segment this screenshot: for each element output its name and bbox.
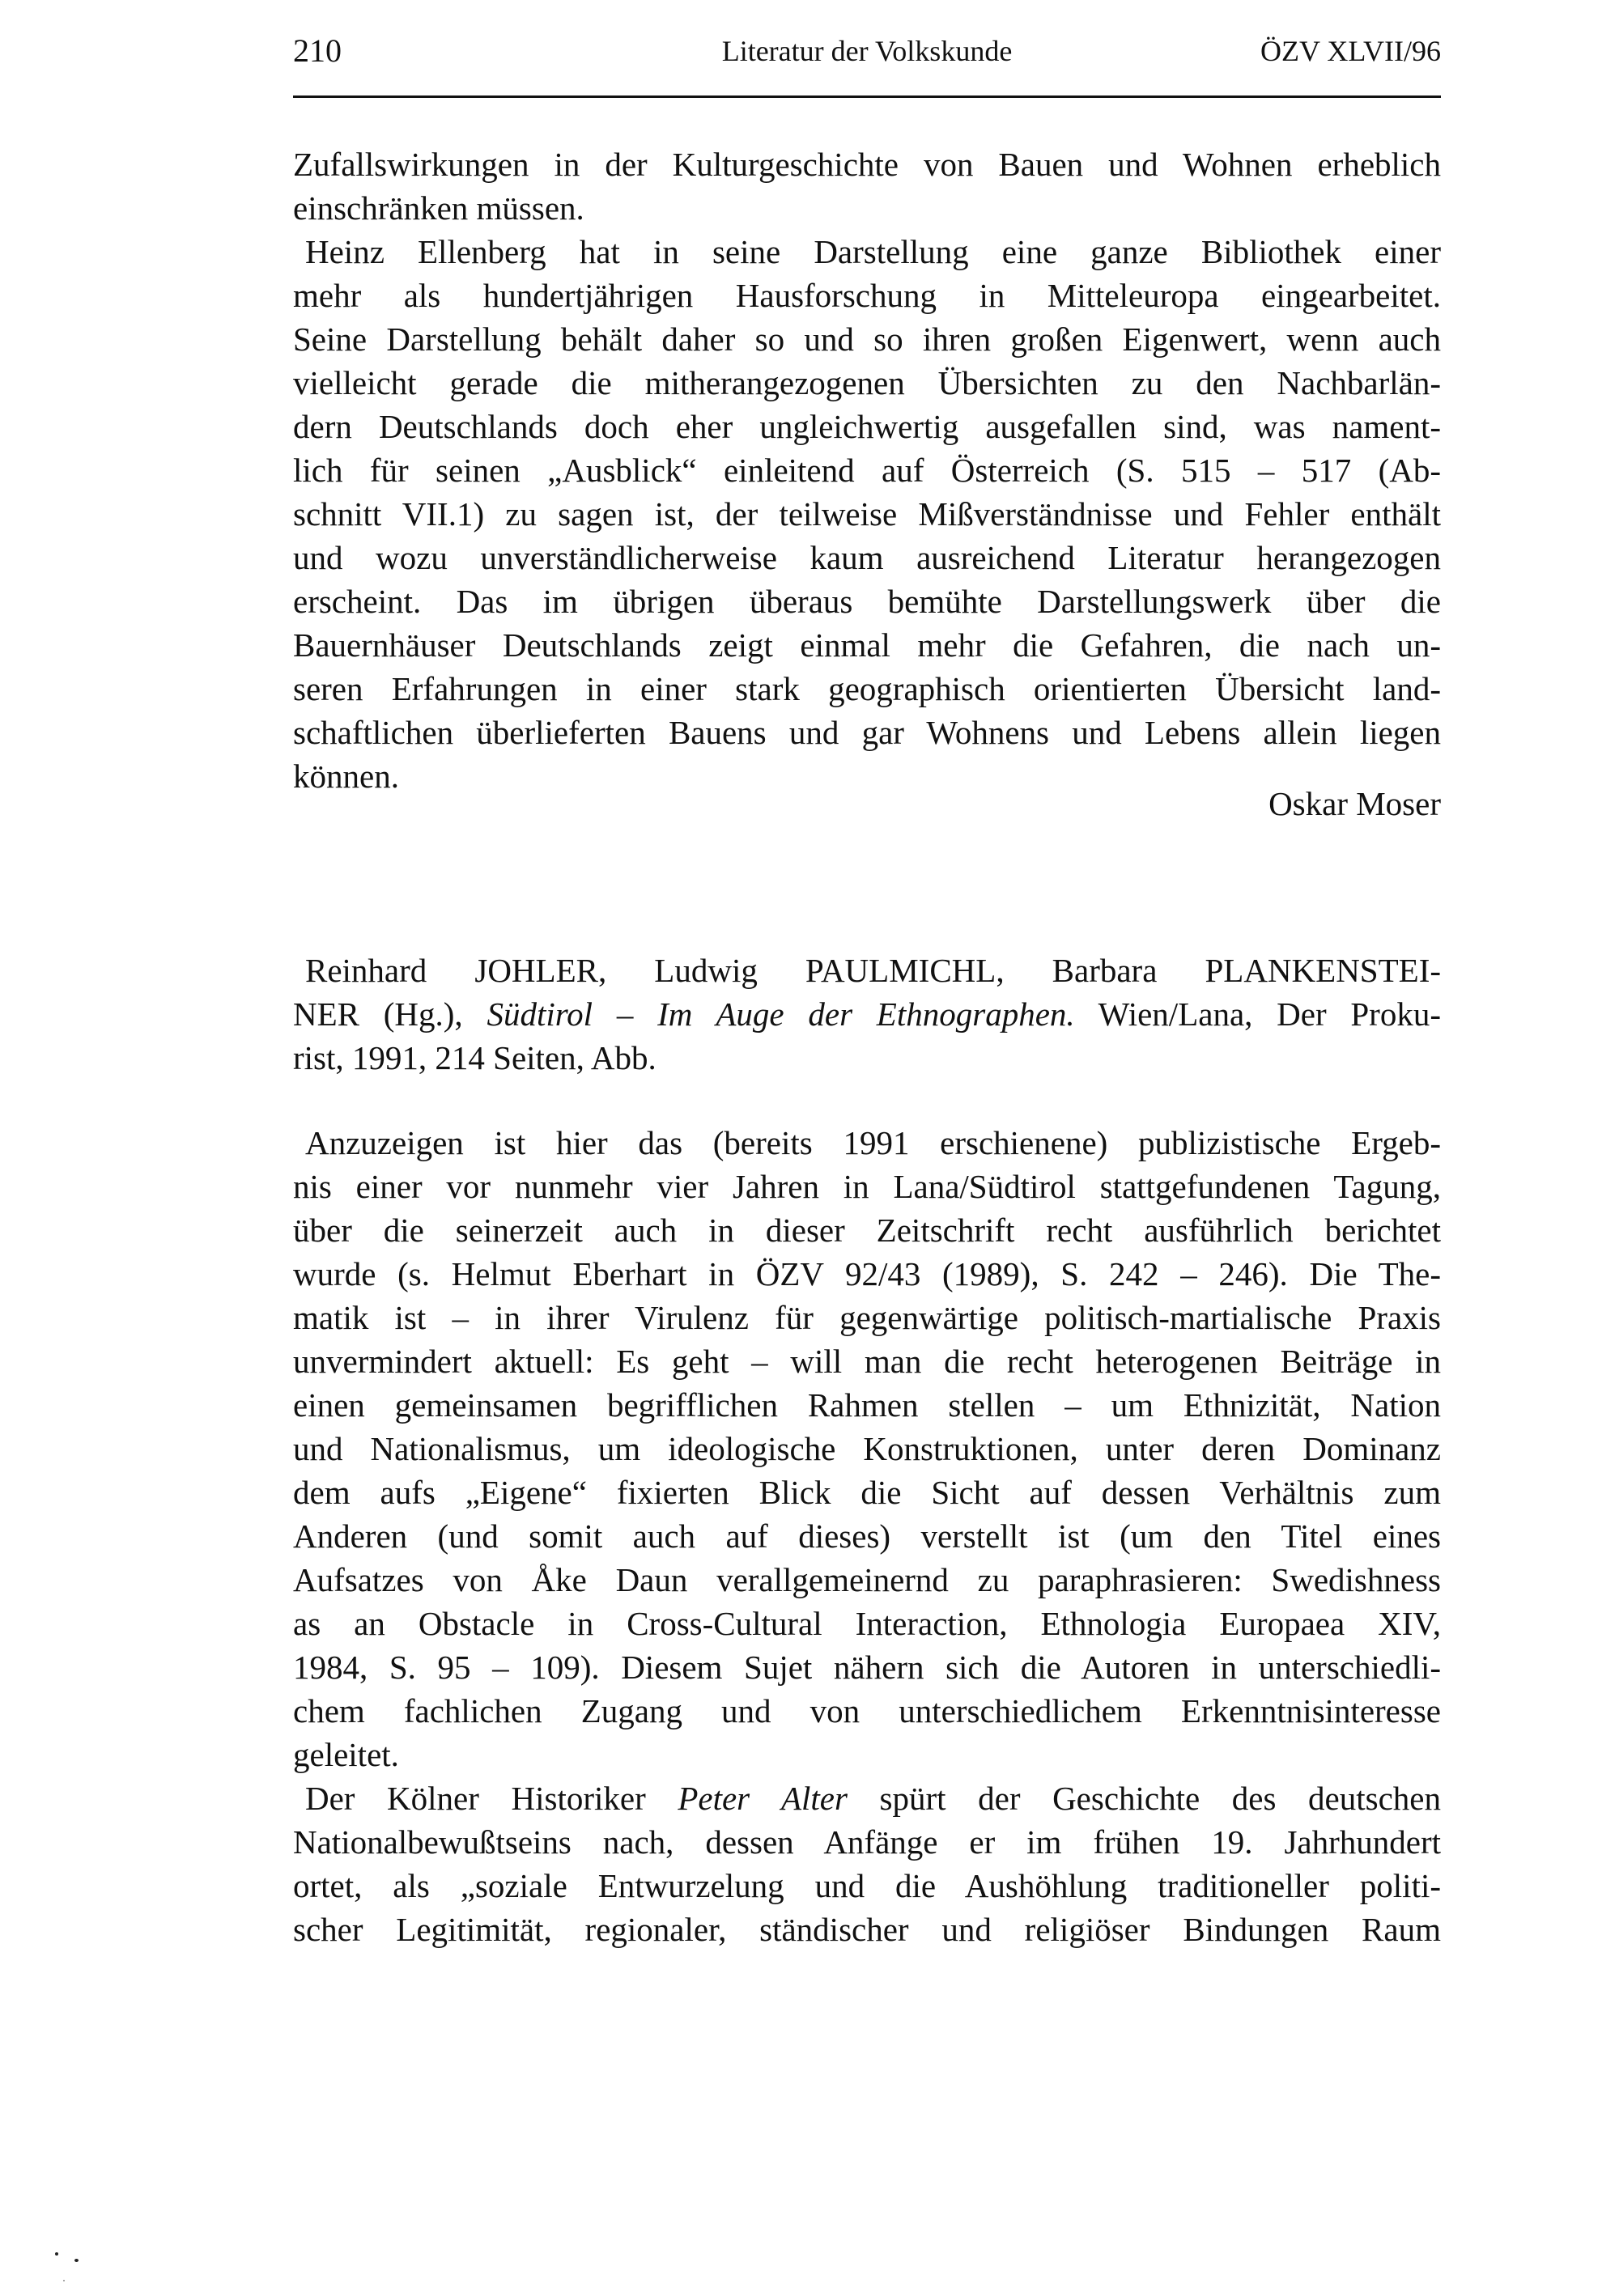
- text-line: Zufallswirkungen in der Kulturgeschichte von Bauen und Wohnen erheblich: [293, 146, 1441, 183]
- text-line: über die seinerzeit auch in dieser Zeitschrift recht ausführlich berichtet: [293, 1212, 1441, 1249]
- text-line: und wozu unverständlicherweise kaum ausreichend Literatur herangezogen: [293, 539, 1441, 576]
- review-author-signature: Oskar Moser: [1268, 785, 1441, 822]
- text-line: lich für seinen „Ausblick“ einleitend auf Österreich (S. 515 – 517 (Ab-: [293, 452, 1441, 489]
- citation-publisher: Wien/Lana, Der Proku-: [1074, 995, 1441, 1033]
- text-span: spürt der Geschichte des deutschen: [847, 1780, 1441, 1817]
- text-line: Anderen (und somit auch auf dieses) verstellt ist (um den Titel eines: [293, 1517, 1441, 1555]
- text-span: Der Kölner Historiker: [305, 1780, 678, 1817]
- person-name: Peter Alter: [678, 1780, 848, 1817]
- text-line: seren Erfahrungen in einer stark geographisch orientierten Übersicht land-: [293, 670, 1441, 707]
- text-line: 1984, S. 95 – 109). Diesem Sujet nähern sich die Autoren in unterschiedli-: [293, 1649, 1441, 1686]
- text-line: erscheint. Das im übrigen überaus bemühte Darstellungswerk über die: [293, 583, 1441, 620]
- page-number: 210: [293, 32, 342, 69]
- text-line: as an Obstacle in Cross-Cultural Interaction, Ethnologia Europaea XIV,: [293, 1605, 1441, 1642]
- text-line: Anzuzeigen ist hier das (bereits 1991 erschienene) publizistische Ergeb-: [305, 1124, 1441, 1161]
- text-line: dern Deutschlands doch eher ungleichwertig ausgefallen sind, was nament-: [293, 408, 1441, 445]
- text-line: schnitt VII.1) zu sagen ist, der teilweise Mißverständnisse und Fehler enthält: [293, 495, 1441, 533]
- text-line: dem aufs „Eigene“ fixierten Blick die Sicht auf dessen Verhältnis zum: [293, 1474, 1441, 1511]
- text-line: Bauernhäuser Deutschlands zeigt einmal mehr die Gefahren, die nach un-: [293, 626, 1441, 664]
- text-line: Nationalbewußtseins nach, dessen Anfänge er im frühen 19. Jahrhundert: [293, 1823, 1441, 1861]
- scan-speck: [55, 2252, 58, 2256]
- text-line: Heinz Ellenberg hat in seine Darstellung eine ganze Bibliothek einer: [305, 233, 1441, 270]
- text-line: können.: [293, 758, 399, 795]
- text-line: scher Legitimität, regionaler, ständischer und religiöser Bindungen Raum: [293, 1911, 1441, 1948]
- journal-issue: ÖZV XLVII/96: [1260, 35, 1441, 67]
- scan-specks: [49, 2246, 97, 2278]
- text-line: chem fachlichen Zugang und von unterschiedlichem Erkenntnisinteresse: [293, 1692, 1441, 1729]
- text-line: und Nationalismus, um ideologische Konstruktionen, unter deren Dominanz: [293, 1430, 1441, 1467]
- citation-editors: NER (Hg.),: [293, 995, 487, 1033]
- running-title: Literatur der Volkskunde: [721, 35, 1013, 67]
- text-line: Aufsatzes von Åke Daun verallgemeinernd zu paraphrasieren: Swedishness: [293, 1561, 1441, 1598]
- citation-line: [293, 992, 1441, 1036]
- text-line: unvermindert aktuell: Es geht – will man die recht heterogenen Beiträge in: [293, 1343, 1441, 1380]
- text-line: wurde (s. Helmut Eberhart in ÖZV 92/43 (1989), S. 242 – 246). Die The-: [293, 1255, 1441, 1292]
- text-line: einen gemeinsamen begrifflichen Rahmen stellen – um Ethnizität, Nation: [293, 1386, 1441, 1424]
- text-line: ortet, als „soziale Entwurzelung und die Aushöhlung traditioneller politi-: [293, 1867, 1441, 1904]
- text-line: einschränken müssen.: [293, 189, 584, 227]
- citation-line: rist, 1991, 214 Seiten, Abb.: [293, 1039, 657, 1076]
- text-line: [305, 1776, 1441, 1820]
- scan-speck: [63, 2280, 65, 2281]
- text-line: matik ist – in ihrer Virulenz für gegenwärtige politisch-martialische Praxis: [293, 1299, 1441, 1336]
- text-line: schaftlichen überlieferten Bauens und gar Wohnens und Lebens allein liegen: [293, 714, 1441, 751]
- text-line: mehr als hundertjährigen Hausforschung in Mitteleuropa eingearbeitet.: [293, 277, 1441, 314]
- text-line: geleitet.: [293, 1736, 399, 1773]
- scan-speck: [74, 2259, 79, 2262]
- header-rule: [293, 95, 1441, 98]
- text-line: Seine Darstellung behält daher so und so ihren großen Eigenwert, wenn auch: [293, 320, 1441, 358]
- page-header: [293, 31, 1441, 71]
- book-title: Südtirol – Im Auge der Ethnographen.: [487, 995, 1075, 1033]
- citation-line: Reinhard JOHLER, Ludwig PAULMICHL, Barbara PLANKENSTEI-: [305, 952, 1441, 989]
- text-line: nis einer vor nunmehr vier Jahren in Lana/Südtirol stattgefundenen Tagung,: [293, 1168, 1441, 1205]
- text-line: vielleicht gerade die mitherangezogenen Übersichten zu den Nachbarlän-: [293, 364, 1441, 401]
